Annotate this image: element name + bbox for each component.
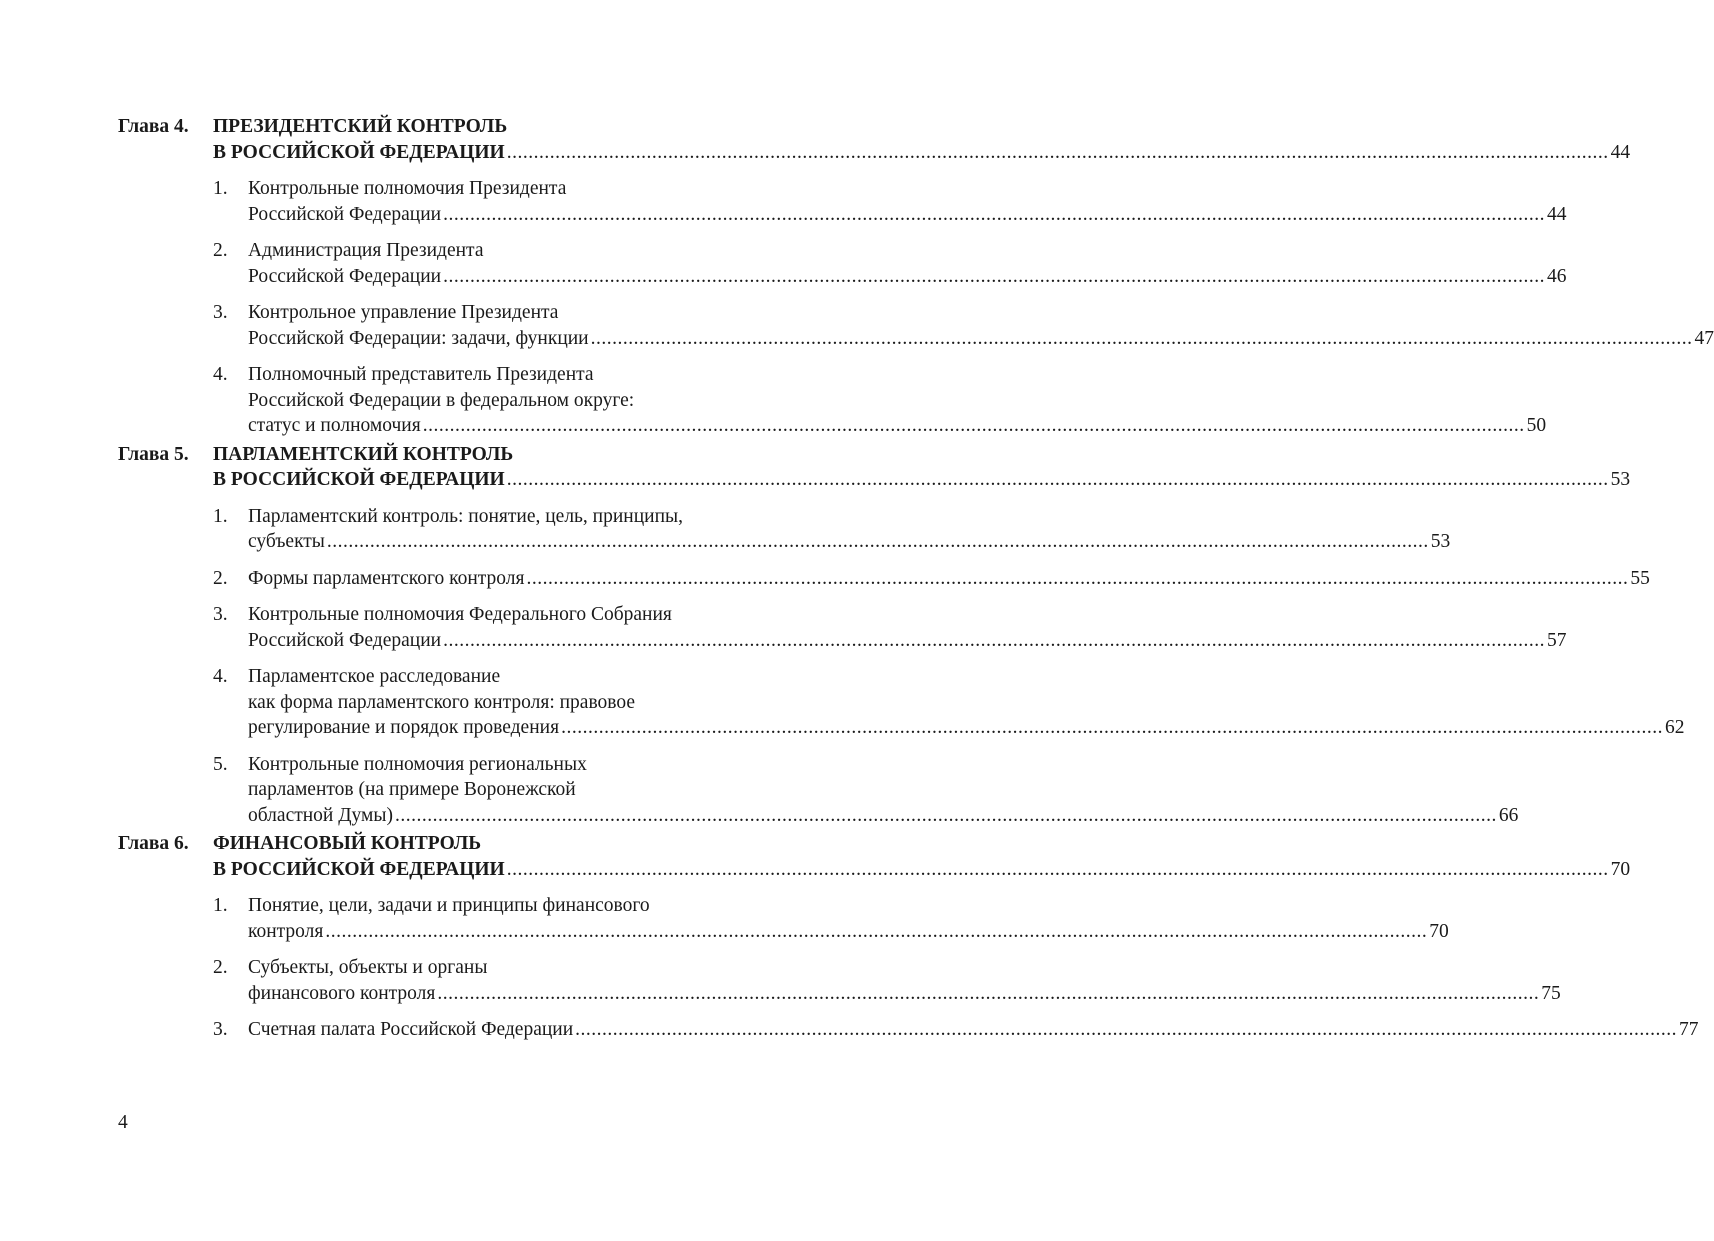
chapter-title-line2: В РОССИЙСКОЙ ФЕДЕРАЦИИ [213,469,505,490]
item-page: 70 [1429,920,1449,942]
toc-items-chapter-4 [213,176,1714,439]
item-text-line: парламентов (на примере Воронежской [248,779,576,800]
item-text-last: контроля [248,920,324,942]
chapter-label: Глава 5. [118,443,189,465]
item-text-last: Российской Федерации [248,265,442,287]
toc-item [213,955,1561,1006]
dot-leader [441,202,1547,228]
toc-items-chapter-6 [213,893,1699,1043]
toc-item [213,300,1714,351]
dot-leader [573,1017,1679,1043]
item-page: 47 [1694,327,1714,349]
dot-leader [505,857,1611,883]
chapter-page: 70 [1610,858,1631,880]
toc-item [213,602,1567,653]
toc-item [213,664,1685,741]
chapter-title-line1: ПРЕЗИДЕНТСКИЙ КОНТРОЛЬ [213,116,508,137]
dot-leader [421,413,1527,439]
item-text-last: Счетная палата Российской Федерации [248,1019,574,1040]
page-number: 4 [118,1112,128,1133]
chapter-label: Глава 4. [118,116,189,137]
dot-leader [325,529,1431,555]
dot-leader [505,467,1611,493]
item-text-line: как форма парламентского контроля: правовое [248,691,635,713]
item-page: 57 [1546,629,1567,651]
item-number: 3. [213,1019,228,1040]
item-text-last: Российской Федерации: задачи, функции [248,327,589,349]
toc-item [213,752,1519,829]
toc-items-chapter-5 [213,504,1685,829]
item-page: 62 [1664,717,1685,738]
table-of-contents [118,114,1714,1043]
toc-item [213,504,1451,555]
item-number: 2. [213,567,228,589]
item-number: 2. [213,957,228,978]
item-text-line: Парламентский контроль: понятие, цель, принципы, [248,505,684,527]
item-page: 66 [1498,804,1519,826]
item-text-line: Понятие, цели, задачи и принципы финансового [248,895,650,916]
item-text-line: Субъекты, объекты и органы [248,957,488,978]
item-text-last: Российской Федерации [248,629,442,651]
item-number: 3. [213,302,228,323]
item-number: 4. [213,666,228,687]
item-text-line: Контрольное управление Президента [248,302,559,323]
item-page: 50 [1526,415,1547,436]
item-number: 5. [213,753,228,775]
dot-leader [441,628,1547,654]
item-text-last: финансового контроля [248,982,436,1004]
item-number: 1. [213,178,228,199]
item-page: 55 [1630,567,1650,589]
dot-leader [505,140,1611,166]
item-number: 3. [213,604,228,625]
item-text-last: Формы парламентского контроля [248,567,525,589]
dot-leader [441,264,1547,290]
item-text-last: областной Думы) [248,804,393,826]
item-number: 1. [213,505,228,527]
item-text-line: Контрольные полномочия Президента [248,178,567,199]
dot-leader [559,715,1665,741]
toc-chapter-4 [118,114,1631,165]
item-text-last: статус и полномочия [248,415,421,436]
dot-leader [435,981,1541,1007]
dot-leader [589,326,1695,352]
chapter-page: 44 [1610,141,1631,163]
dot-leader [393,803,1499,829]
chapter-title-line2: В РОССИЙСКОЙ ФЕДЕРАЦИИ [213,858,505,880]
item-text-last: регулирование и порядок проведения [248,717,560,738]
dot-leader [525,566,1631,592]
item-text-line: Парламентское расследование [248,666,501,687]
chapter-label: Глава 6. [118,833,189,854]
item-text-last: субъекты [248,531,325,552]
toc-item [213,566,1650,592]
item-page: 75 [1541,982,1561,1004]
item-number: 4. [213,364,228,385]
chapter-page: 53 [1610,469,1631,490]
toc-item [213,893,1449,944]
item-page: 77 [1679,1019,1699,1040]
item-text-line: Контрольные полномочия Федерального Собрания [248,604,672,625]
item-text-line: Полномочный представитель Президента [248,364,594,385]
toc-chapter-5 [118,442,1631,493]
toc-item [213,1017,1699,1043]
item-page: 44 [1546,203,1567,225]
chapter-title-line1: ПАРЛАМЕНТСКИЙ КОНТРОЛЬ [213,443,514,465]
dot-leader [323,919,1429,945]
item-text-line: Российской Федерации в федеральном округе: [248,389,635,411]
item-text-last: Российской Федерации [248,203,442,225]
toc-chapter-6 [118,831,1631,882]
item-text-line: Администрация Президента [248,240,484,261]
item-number: 2. [213,240,228,261]
toc-item [213,238,1567,289]
toc-item [213,362,1547,439]
item-page: 46 [1546,265,1567,287]
chapter-title-line2: В РОССИЙСКОЙ ФЕДЕРАЦИИ [213,141,505,163]
item-number: 1. [213,895,228,916]
item-page: 53 [1430,531,1451,552]
toc-item [213,176,1567,227]
chapter-title-line1: ФИНАНСОВЫЙ КОНТРОЛЬ [213,833,482,854]
item-text-line: Контрольные полномочия региональных [248,753,587,775]
